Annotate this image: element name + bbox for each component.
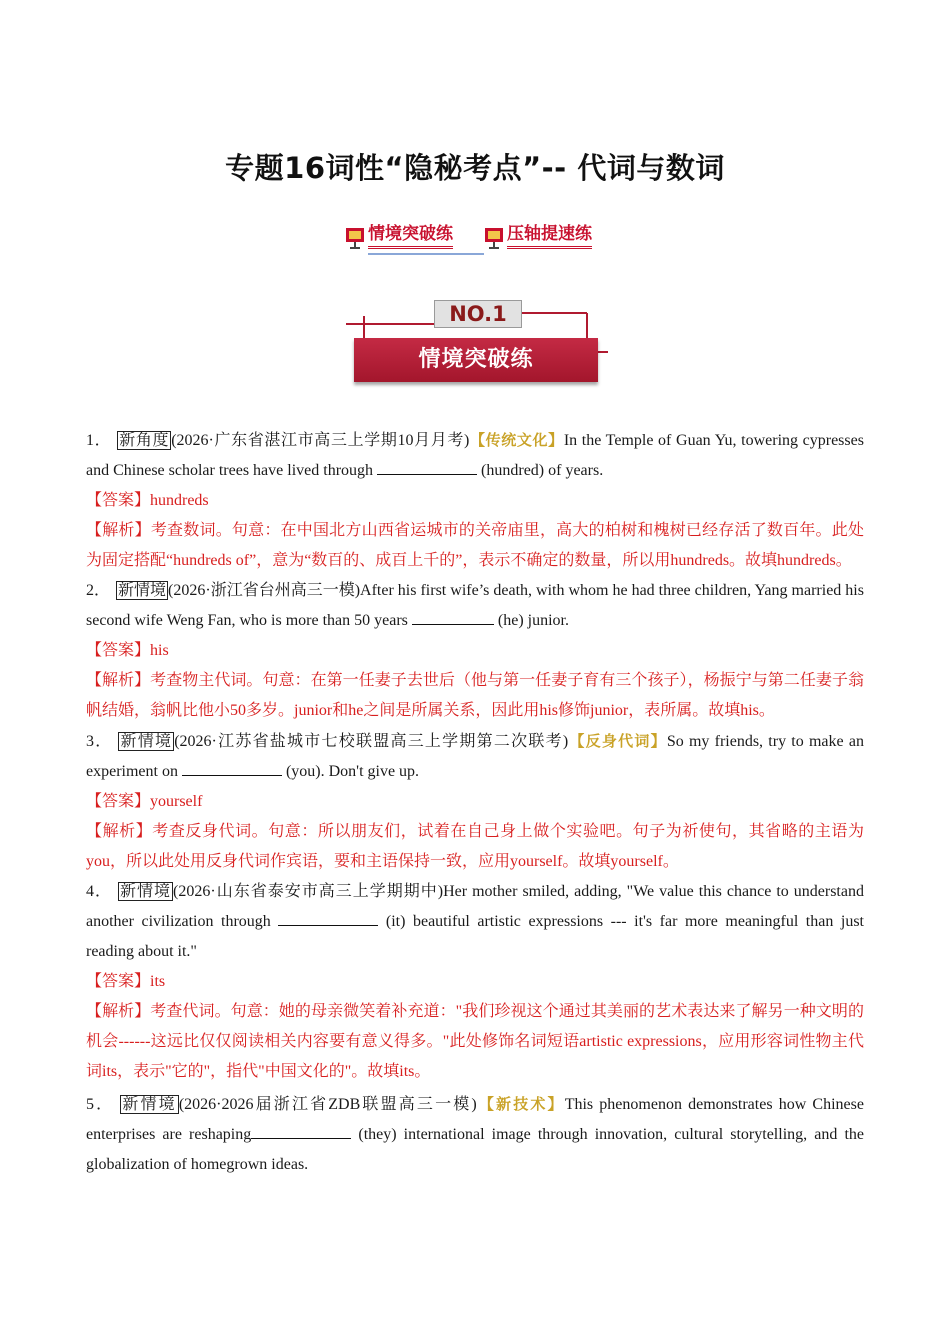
- question-tag: 新情境: [122, 1096, 177, 1113]
- question-text-after: (he) junior.: [493, 612, 569, 629]
- question-4: [86, 877, 864, 967]
- question-category: 【新技术】: [476, 1095, 565, 1113]
- answer: 【答案】its: [86, 973, 166, 990]
- answer: 【答案】yourself: [86, 793, 203, 810]
- question-tag: 新情境: [120, 733, 173, 750]
- answer-blank[interactable]: [182, 759, 282, 776]
- flag-icon: [344, 227, 366, 249]
- section-label: 情境突破练: [354, 338, 598, 382]
- question-category: 【传统文化】: [469, 431, 564, 449]
- analysis: 【解析】考查物主代词。句意：在第一任妻子去世后（他与第一任妻子育有三个孩子），杨振宁与第二任妻子翁帆结婚，翁帆比他小50多岁。junior和he之间是所属关系，因此用his修饰junior，表所属。故填his。: [86, 672, 864, 719]
- answer-blank[interactable]: [251, 1122, 351, 1139]
- analysis: 【解析】考查代词。句意：她的母亲微笑着补充道："我们珍视这个通过其美丽的艺术表达来了解另一种文明的机会------这远比仅仅阅读相关内容要有意义得多。"此处修饰名词短语artistic expressions，应用形容词性物主代词its，表示"它的"，指代"中国文化的"。故填its。: [86, 1003, 864, 1080]
- answer-blank[interactable]: [377, 458, 477, 475]
- nav-item-situation[interactable]: [344, 213, 453, 249]
- question-1: [86, 425, 864, 486]
- question-text: So my friends, try to make an experiment on: [86, 733, 864, 780]
- question-source: (2026·浙江省台州高三一模): [168, 582, 361, 599]
- answer: 【答案】his: [86, 642, 169, 659]
- section-nav: [0, 213, 950, 263]
- answer-blank[interactable]: [412, 608, 494, 625]
- question-text: After his first wife’s death, with whom he had three children, Yang married his second wife Weng Fan, who is more than 50 years: [86, 582, 864, 629]
- question-list: [86, 425, 864, 1180]
- question-number: 5．: [86, 1096, 115, 1113]
- section-number: NO.1: [434, 300, 522, 328]
- answer: 【答案】hundreds: [86, 492, 209, 509]
- analysis: 【解析】考查数词。句意：在中国北方山西省运城市的关帝庙里，高大的柏树和槐树已经存活了数百年。此处为固定搭配“hundreds of”，意为“数百的、成百上千的”，表示不确定的数量，所以用hundreds。故填hundreds。: [86, 522, 864, 569]
- question-text: This phenomenon demonstrates how Chinese enterprises are reshaping: [86, 1096, 864, 1143]
- question-number: 2．: [86, 582, 111, 599]
- analysis: 【解析】考查反身代词。句意：所以朋友们，试着在自己身上做个实验吧。句子为祈使句，其省略的主语为you，所以此处用反身代词作宾语，要和主语保持一致，应用yourself。故填yourself。: [86, 823, 864, 870]
- question-number: 3．: [86, 733, 113, 750]
- question-category: 【反身代词】: [568, 732, 667, 750]
- question-source: (2026·广东省湛江市高三上学期10月月考): [171, 432, 470, 449]
- question-number: 1．: [86, 432, 112, 449]
- question-number: 4．: [86, 883, 113, 900]
- question-text-after: (hundred) of years.: [477, 462, 604, 479]
- question-text: In the Temple of Guan Yu, towering cypresses and Chinese scholar trees have lived through: [86, 432, 864, 479]
- question-5: [86, 1089, 864, 1180]
- question-2: [86, 576, 864, 636]
- question-tag: 新角度: [119, 432, 170, 449]
- page-title: 专题16词性“隐秘考点”-- 代词与数词: [225, 151, 725, 185]
- answer-blank[interactable]: [278, 909, 378, 926]
- nav-item-label: 压轴提速练: [507, 223, 592, 249]
- question-3: [86, 726, 864, 787]
- nav-item-label: 情境突破练: [368, 223, 453, 249]
- question-source: (2026·江苏省盐城市七校联盟高三上学期第二次联考): [174, 733, 569, 750]
- question-tag: 新情境: [118, 582, 167, 599]
- nav-item-speed[interactable]: [483, 213, 592, 249]
- question-text: Her mother smiled, adding, "We value this chance to understand another civilization through: [86, 883, 864, 930]
- question-text-after: (it) beautiful artistic expressions --- it's far more meaningful than just reading about it.": [86, 913, 864, 960]
- question-text-after: (you). Don't give up.: [281, 763, 420, 780]
- question-tag: 新情境: [120, 883, 172, 900]
- nav-underline: [368, 253, 484, 255]
- question-source: (2026·山东省泰安市高三上学期期中): [173, 883, 444, 900]
- question-source: (2026·2026届浙江省ZDB联盟高三一模): [178, 1096, 477, 1113]
- question-text-after: (they) international image through innovation, cultural storytelling, and the globalization of homegrown ideas.: [86, 1126, 865, 1173]
- flag-icon: [483, 227, 505, 249]
- section-badge: [344, 296, 608, 386]
